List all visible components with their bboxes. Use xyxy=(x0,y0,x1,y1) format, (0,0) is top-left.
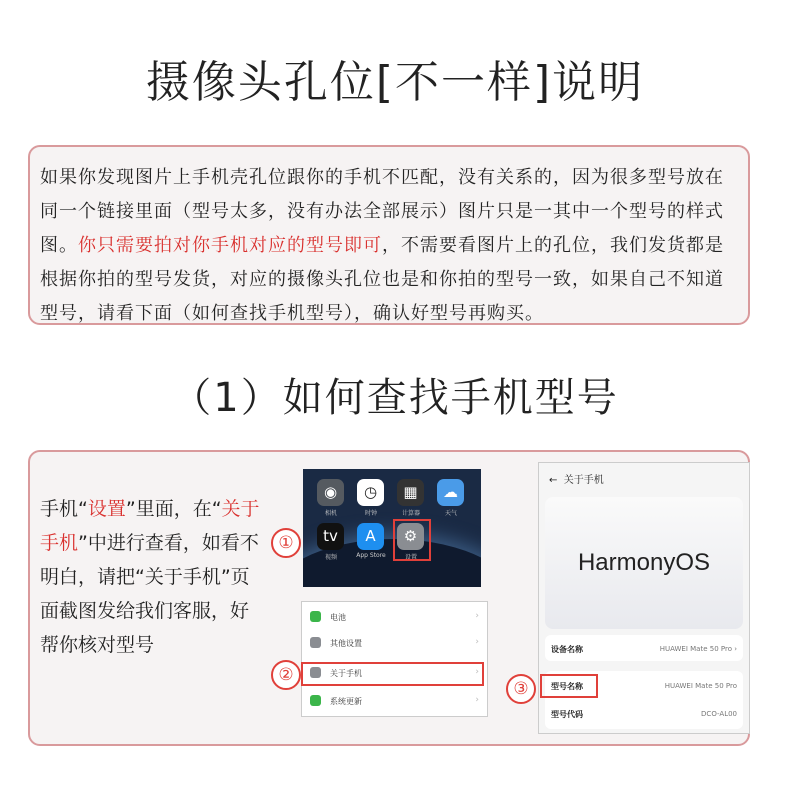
other-settings-icon xyxy=(310,637,321,648)
camera-icon[interactable]: ◉ xyxy=(317,479,344,506)
settings-row-update xyxy=(302,688,487,714)
model-name-key: 型号名称 xyxy=(551,682,583,691)
step-2-marker: ② xyxy=(271,660,301,690)
settings-row-battery xyxy=(302,604,487,630)
step-1-marker: ① xyxy=(271,528,301,558)
section-title: （1）如何查找手机型号 xyxy=(171,375,619,421)
model-code-key: 型号代码 xyxy=(551,710,583,719)
instr-settings-highlight: 设置 xyxy=(87,498,126,520)
howto-box xyxy=(28,450,750,746)
update-icon xyxy=(310,695,321,706)
battery-icon xyxy=(310,611,321,622)
settings-row-other xyxy=(302,630,487,656)
about-header xyxy=(549,471,604,486)
about-phone-highlight xyxy=(301,662,484,686)
notice-highlight: 你只需要拍对你手机对应的型号即可 xyxy=(78,235,382,256)
model-name-highlight xyxy=(540,674,598,698)
settings-row-label: 电池 xyxy=(330,613,346,622)
calculator-icon[interactable]: ▦ xyxy=(397,479,424,506)
step-3-marker: ③ xyxy=(506,674,536,704)
settings-app-highlight xyxy=(393,519,431,561)
chevron-right-icon: › xyxy=(475,695,479,705)
home-screen-screenshot xyxy=(303,469,481,587)
model-name-value: HUAWEI Mate 50 Pro xyxy=(664,682,737,690)
appstore-icon[interactable]: A xyxy=(357,523,384,550)
instr-2: ”里面，在“ xyxy=(125,498,222,520)
instr-3: ”中进行查看，如看不明白，请把“关于手机”页面截图发给我们客服，好帮你核对型号 xyxy=(40,532,259,656)
app-label: 天气 xyxy=(444,510,457,517)
tv-icon[interactable]: tv xyxy=(317,523,344,550)
app-label: 视频 xyxy=(324,554,337,561)
harmonyos-banner xyxy=(545,497,743,629)
instr-1: 手机“ xyxy=(40,498,88,520)
notice-part2: ，不需要看图片上的孔位，我们发货都是根据你拍的型号发货，对应的摄像头孔位也是和你拍的型号一致，如果自己不知道型号，请看下面（如何查找手机型号），确认好型号再购买。 xyxy=(40,235,724,324)
app-label: 相机 xyxy=(324,510,337,517)
clock-icon[interactable]: ◷ xyxy=(357,479,384,506)
chevron-right-icon: › xyxy=(475,667,479,677)
app-label: 设置 xyxy=(404,554,417,561)
app-label: App Store xyxy=(356,552,386,559)
app-label: 计算器 xyxy=(401,510,420,517)
app-label: 时钟 xyxy=(364,510,377,517)
chevron-right-icon: › xyxy=(475,611,479,621)
chevron-right-icon: › xyxy=(475,637,479,647)
settings-row-label: 系统更新 xyxy=(330,697,362,706)
settings-row-label: 关于手机 xyxy=(330,669,362,678)
settings-row-label: 其他设置 xyxy=(330,639,362,648)
settings-icon[interactable]: ⚙ xyxy=(397,523,424,550)
weather-icon[interactable]: ☁ xyxy=(437,479,464,506)
harmonyos-logo: HarmonyOS xyxy=(577,549,711,576)
model-code-value: DCO-AL00 xyxy=(701,710,737,718)
notice-part1: 如果你发现图片上手机壳孔位跟你的手机不匹配，没有关系的，因为很多型号放在同一个链接里面（型号太多，没有办法全部展示）图片只是一其中一个型号的样式图。 xyxy=(40,167,724,256)
device-name-row xyxy=(545,635,743,661)
back-arrow-icon: ← xyxy=(549,475,558,486)
notice-box xyxy=(28,145,750,325)
row-value: HUAWEI Mate 50 Pro › xyxy=(659,645,737,653)
page-title: 摄像头孔位[不一样]说明 xyxy=(145,57,645,108)
notice-text xyxy=(40,161,742,331)
settings-list-screenshot xyxy=(301,601,488,717)
about-header-title: 关于手机 xyxy=(563,475,604,486)
instr-about-highlight: 关于手机 xyxy=(40,498,260,554)
row-key: 设备名称 xyxy=(551,645,583,654)
instructions-text xyxy=(40,492,260,662)
